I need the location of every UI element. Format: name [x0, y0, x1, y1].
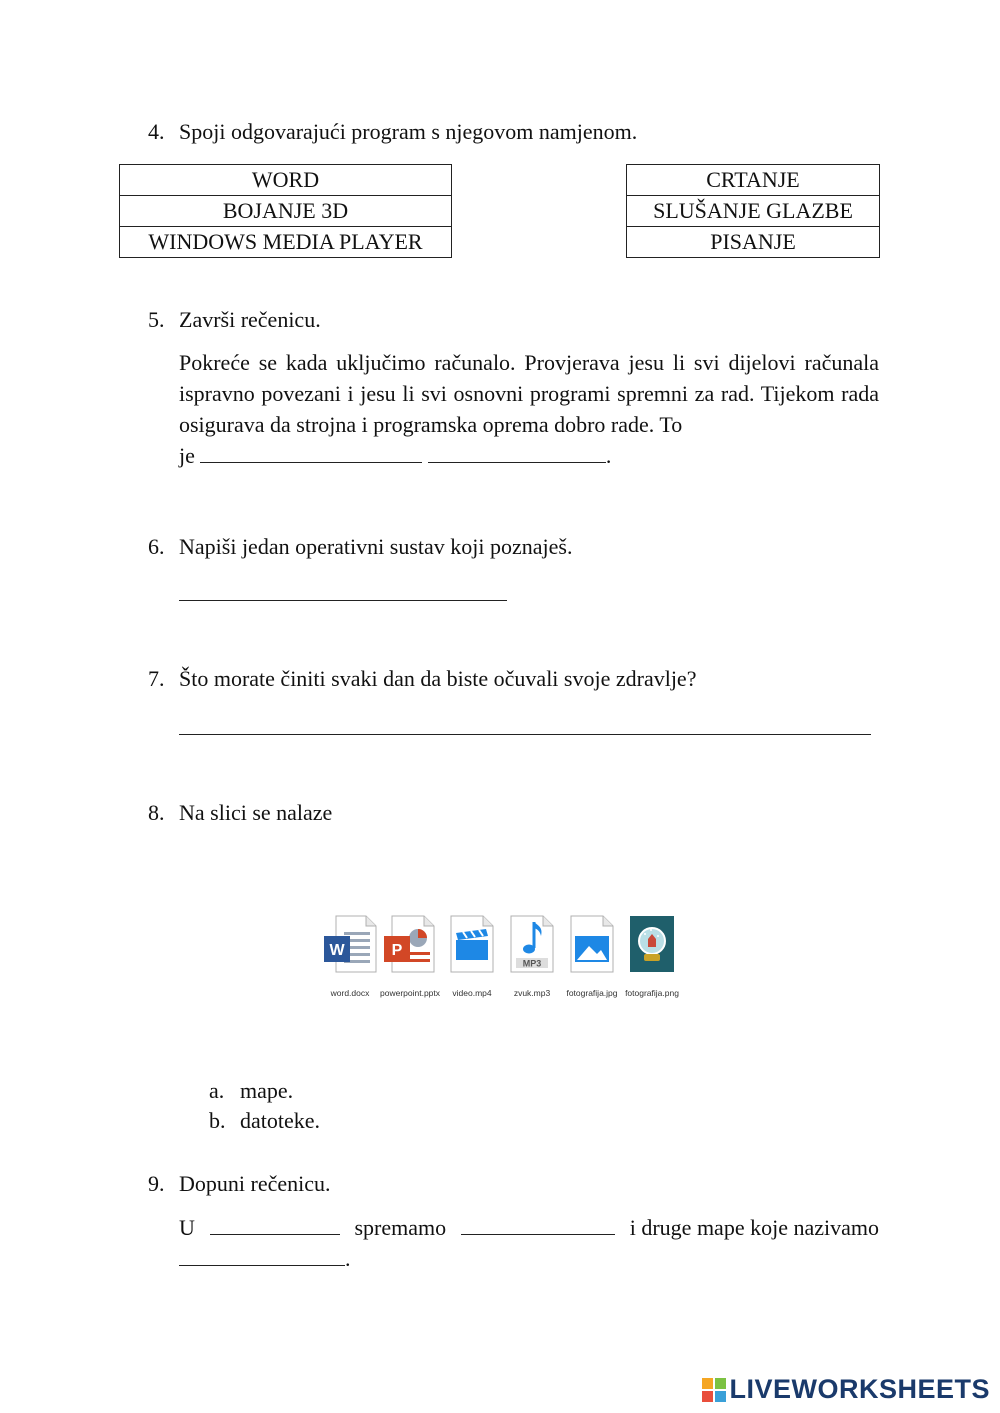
q5-answer-blank-1[interactable]	[200, 442, 422, 463]
file-caption: fotografija.jpg	[566, 988, 618, 998]
q8-text: Na slici se nalaze	[179, 800, 333, 825]
q8-option-b-letter: b.	[209, 1108, 226, 1133]
q9-number: 9.	[148, 1171, 165, 1196]
q5-tail-start: je	[179, 443, 195, 468]
q8-option-a-letter: a.	[209, 1078, 225, 1103]
q6-text: Napiši jedan operativni sustav koji poznaješ.	[179, 534, 573, 559]
match-right-table	[626, 164, 880, 258]
q5-paragraph-text: Pokreće se kada uključimo računalo. Provjerava jesu li svi dijelovi računala ispravno povezani i jesu li svi osnovni programi spremni za rad. Tijekom rada osigurava da strojna i programska oprema dobro rade. To	[179, 350, 879, 437]
q9-answer-blank-3[interactable]	[179, 1245, 345, 1266]
q4-text: Spoji odgovarajući program s njegovom namjenom.	[179, 119, 638, 144]
q6-number: 6.	[148, 534, 165, 559]
file-audio	[502, 914, 562, 998]
image-file-icon	[567, 914, 617, 974]
svg-text:P: P	[391, 942, 403, 959]
file-png	[622, 914, 682, 998]
q5-tail-end: .	[605, 443, 612, 468]
q7-text: Što morate činiti svaki dan da biste očuvali svoje zdravlje?	[179, 666, 697, 691]
q9-end: .	[345, 1246, 351, 1271]
match-right-item[interactable]: PISANJE	[627, 227, 880, 258]
q5-number: 5.	[148, 307, 165, 332]
q9-part2: spremamo	[354, 1215, 447, 1240]
snow-globe-image-icon	[627, 914, 677, 974]
match-right-item[interactable]: CRTANJE	[627, 165, 880, 196]
powerpoint-doc-icon	[382, 914, 438, 974]
q8-option-b[interactable]: datoteke.	[240, 1108, 321, 1133]
q9-part1: U	[179, 1215, 195, 1240]
svg-text:W: W	[329, 942, 345, 959]
file-jpg	[562, 914, 622, 998]
match-left-item[interactable]: WORD	[120, 165, 452, 196]
q8-option-a[interactable]: mape.	[240, 1078, 294, 1103]
q9-answer-blank-1[interactable]	[210, 1214, 340, 1235]
q9-answer-blank-2[interactable]	[461, 1214, 615, 1235]
q7-answer-line[interactable]	[179, 734, 871, 735]
file-caption: powerpoint.pptx	[380, 988, 441, 998]
file-caption: zvuk.mp3	[513, 988, 551, 998]
word-doc-icon	[322, 914, 378, 974]
match-left-item[interactable]: BOJANJE 3D	[120, 196, 452, 227]
file-powerpoint	[380, 914, 440, 998]
q5-paragraph	[179, 347, 879, 471]
svg-text:MP3: MP3	[522, 958, 542, 969]
file-icons-image	[320, 914, 690, 1004]
match-right-item[interactable]: SLUŠANJE GLAZBE	[627, 196, 880, 227]
q9-text: Dopuni rečenicu.	[179, 1171, 331, 1196]
q9-part3: i druge mape koje nazivamo	[629, 1215, 879, 1240]
liveworksheets-logo-icon	[702, 1378, 726, 1402]
match-left-item[interactable]: WINDOWS MEDIA PLAYER	[120, 227, 452, 258]
brand-text: LIVEWORKSHEETS	[729, 1374, 990, 1404]
q8-number: 8.	[148, 800, 165, 825]
file-caption: word.docx	[330, 988, 370, 998]
q7-number: 7.	[148, 666, 165, 691]
file-video	[442, 914, 502, 998]
match-left-table	[119, 164, 452, 258]
q4-number: 4.	[148, 119, 165, 144]
q5-text: Završi rečenicu.	[179, 307, 321, 332]
liveworksheets-logo	[702, 1374, 990, 1405]
q5-answer-blank-2[interactable]	[428, 442, 606, 463]
file-caption: fotografija.png	[625, 988, 679, 998]
file-word	[320, 914, 380, 998]
video-file-icon	[447, 914, 497, 974]
file-caption: video.mp4	[452, 988, 492, 998]
q9-sentence	[179, 1212, 879, 1274]
audio-file-icon	[507, 914, 557, 974]
q6-answer-line[interactable]	[179, 600, 507, 601]
